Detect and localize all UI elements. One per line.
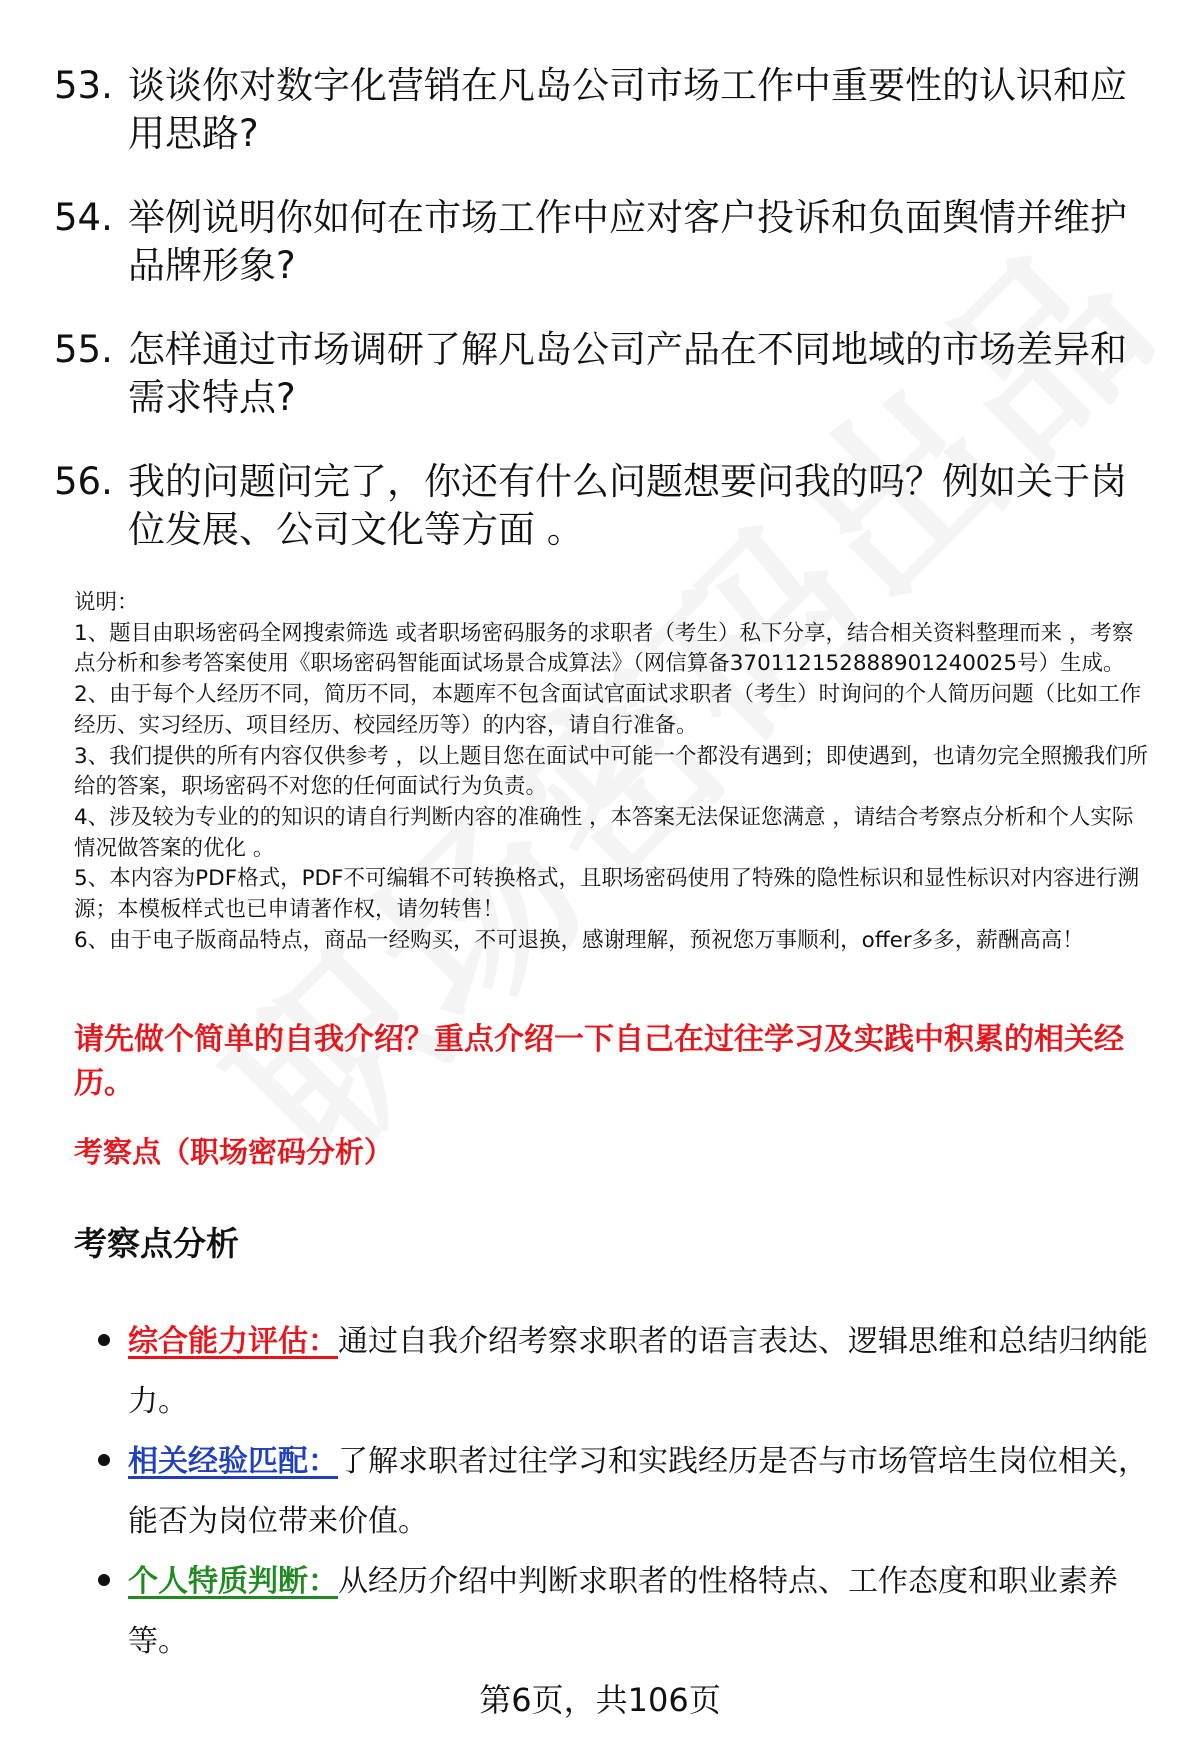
note-item: 6、由于电子版商品特点，商品一经购买，不可退换，感谢理解，预祝您万事顺利，offer多多，薪酬高高！ <box>74 927 1084 953</box>
question-number: 56. <box>54 460 113 503</box>
bullet-dot-icon <box>98 1334 110 1346</box>
note-item: 1、题目由职场密码全网搜索筛选 或者职场密码服务的求职者（考生）私下分享，结合相关资料整理而来 ，考察点分析和参考答案使用《职场密码智能面试场景合成算法》（网信算备370112152888901240025号）生成。 <box>74 620 1134 677</box>
note-item: 5、本内容为PDF格式，PDF不可编辑不可转换格式，且职场密码使用了特殊的隐性标识和显性标识对内容进行溯源；本模板样式也已申请著作权，请勿转售！ <box>74 866 1139 923</box>
question-number: 55. <box>54 328 113 371</box>
question-text: 我的问题问完了，你还有什么问题想要问我的吗？例如关于岗位发展、公司文化等方面 。 <box>128 460 1127 551</box>
bullet-label: 个人特质判断： <box>128 1564 338 1599</box>
bullet-item <box>98 1432 1158 1552</box>
page-footer: 第6页，共106页 <box>479 1681 721 1719</box>
bullet-item <box>98 1552 1158 1672</box>
note-item: 3、我们提供的所有内容仅供参考 ，以上题目您在面试中可能一个都没有遇到；即使遇到，也请勿完全照搬我们所给的答案，职场密码不对您的任何面试行为负责。 <box>74 743 1149 800</box>
section-title: 考察点分析 <box>74 1224 239 1263</box>
question-item <box>54 458 1154 554</box>
question-list <box>54 62 1154 590</box>
bullet-text: 从经历介绍中判断求职者的性格特点、工作态度和职业素养等。 <box>128 1564 1118 1659</box>
notes-section <box>74 588 1154 956</box>
question-text: 谈谈你对数字化营销在凡岛公司市场工作中重要性的认识和应用思路? <box>128 64 1127 155</box>
analysis-bullet-list <box>98 1312 1158 1672</box>
note-item: 4、涉及较为专业的的知识的请自行判断内容的准确性 ，本答案无法保证您满意 ，请结合考察点分析和个人实际情况做答案的优化 。 <box>74 804 1134 861</box>
question-item <box>54 62 1154 158</box>
bullet-text: 通过自我介绍考察求职者的语言表达、逻辑思维和总结归纳能力。 <box>128 1324 1148 1419</box>
analysis-subtitle: 考察点（职场密码分析） <box>74 1135 394 1169</box>
question-item <box>54 326 1154 422</box>
bullet-text: 了解求职者过往学习和实践经历是否与市场管培生岗位相关，能否为岗位带来价值。 <box>128 1444 1148 1539</box>
question-text: 怎样通过市场调研了解凡岛公司产品在不同地域的市场差异和需求特点? <box>128 328 1127 419</box>
question-item <box>54 194 1154 290</box>
bullet-label: 综合能力评估： <box>128 1324 338 1359</box>
notes-heading: 说明： <box>74 590 139 615</box>
bullet-dot-icon <box>98 1454 110 1466</box>
question-text: 举例说明你如何在市场工作中应对客户投诉和负面舆情并维护品牌形象? <box>128 196 1127 287</box>
bullet-item <box>98 1312 1158 1432</box>
bullet-label: 相关经验匹配： <box>128 1444 338 1479</box>
bullet-dot-icon <box>98 1574 110 1586</box>
note-item: 2、由于每个人经历不同，简历不同，本题库不包含面试官面试求职者（考生）时询问的个人简历问题（比如工作经历、实习经历、项目经历、校园经历等）的内容，请自行准备。 <box>74 682 1142 738</box>
interview-question-heading: 请先做个简单的自我介绍？重点介绍一下自己在过往学习及实践中积累的相关经历。 <box>74 1022 1124 1101</box>
question-number: 54. <box>54 196 113 239</box>
question-number: 53. <box>54 64 113 107</box>
